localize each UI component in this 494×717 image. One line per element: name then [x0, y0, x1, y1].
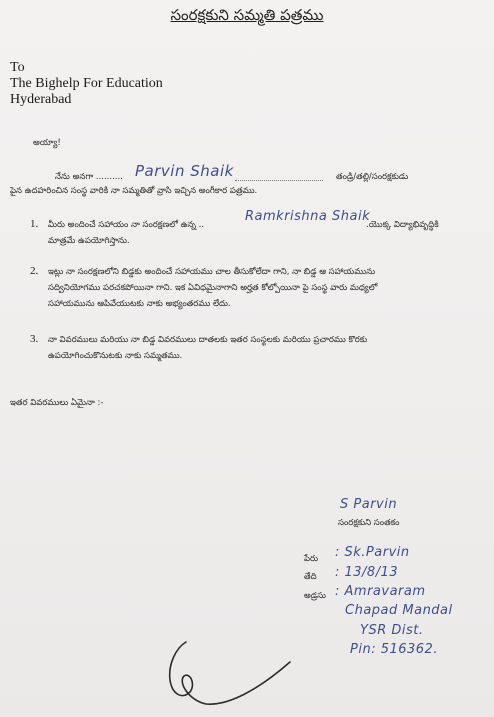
intro-line2: పైన ఉదహరించిన సంస్థ వారికి నా సమ్మతితో వ్రాసి ఇచ్చిన అంగీకార పత్రము. — [10, 186, 258, 196]
salutation: అయ్యా! — [33, 138, 61, 148]
point-1-line1-prefix: మీరు అందించే సహాయం నా సంరక్షణలో ఉన్న .. — [48, 220, 205, 230]
guardian-signature: S Parvin — [340, 497, 398, 512]
point-1-number: 1. — [30, 218, 39, 230]
point-3-line1: నా వివరములు మరియు నా బిడ్డ వివరములు దాతలకు ఇతర సంస్థలకు మరియు ప్రచారము కొరకు — [48, 335, 368, 345]
signature-label: సంరక్షకుని సంతకం — [338, 518, 400, 528]
point-2-line3: సహాయమును ఆపివేయుటకు నాకు అభ్యంతరము లేదు. — [48, 299, 231, 309]
page-title: సంరక్షకుని సమ్మతి పత్రము — [170, 6, 324, 24]
other-details-label: ఇతర వివరములు ఏమైనా :- — [10, 398, 104, 408]
point-2-number: 2. — [30, 265, 39, 277]
name-label: పేరు — [304, 554, 319, 564]
address-label: అడ్రసు — [304, 591, 326, 601]
point-1-line2: మాత్రమే ఉపయోగిస్తాను. — [48, 236, 130, 246]
address-line-1: : Amravaram — [335, 584, 426, 599]
address-line-2: Chapad Mandal — [345, 603, 453, 618]
point-1-line1-suffix: .యొక్క విద్యాభివృద్ధికి — [366, 220, 439, 230]
relation-text: తండ్రి/తల్లి/సంరక్షకుడు — [336, 172, 409, 182]
address-org: The Bighelp For Education — [10, 76, 163, 91]
date-value-handwritten: : 13/8/13 — [335, 565, 399, 580]
point-3-line2: ఉపయోగించుకొనుటకు నాకు సమ్మతము. — [48, 351, 183, 361]
guardian-name-handwritten: Parvin Shaik — [135, 162, 234, 180]
address-line-3: YSR Dist. — [360, 623, 424, 638]
date-label: తేది — [304, 572, 317, 582]
point-2-line1: ఇట్లు నా సంరక్షణలోని బిడ్డకు అందించే సహాయము చాల తీసుకోలేదా గాని, నా బిడ్డ ఆ సహాయమును — [48, 267, 376, 277]
address-city: Hyderabad — [10, 92, 72, 107]
name-dotted-line — [235, 180, 323, 181]
point-2-line2: సద్వినియోగము పరచకపోయినా గాని. ఇక ఏవిధమైనాగాని అర్హత కోల్పోయినా పై సంస్థ వారు మధ్యలో — [48, 283, 378, 293]
intro-prefix: నేను అనగా .......... — [55, 172, 123, 182]
address-line-4: Pin: 516362. — [350, 642, 438, 657]
name-value-handwritten: : Sk.Parvin — [335, 545, 410, 560]
student-name-handwritten: Ramkrishna Shaik — [245, 209, 371, 224]
point-3-number: 3. — [30, 333, 39, 345]
address-to: To — [10, 60, 25, 75]
